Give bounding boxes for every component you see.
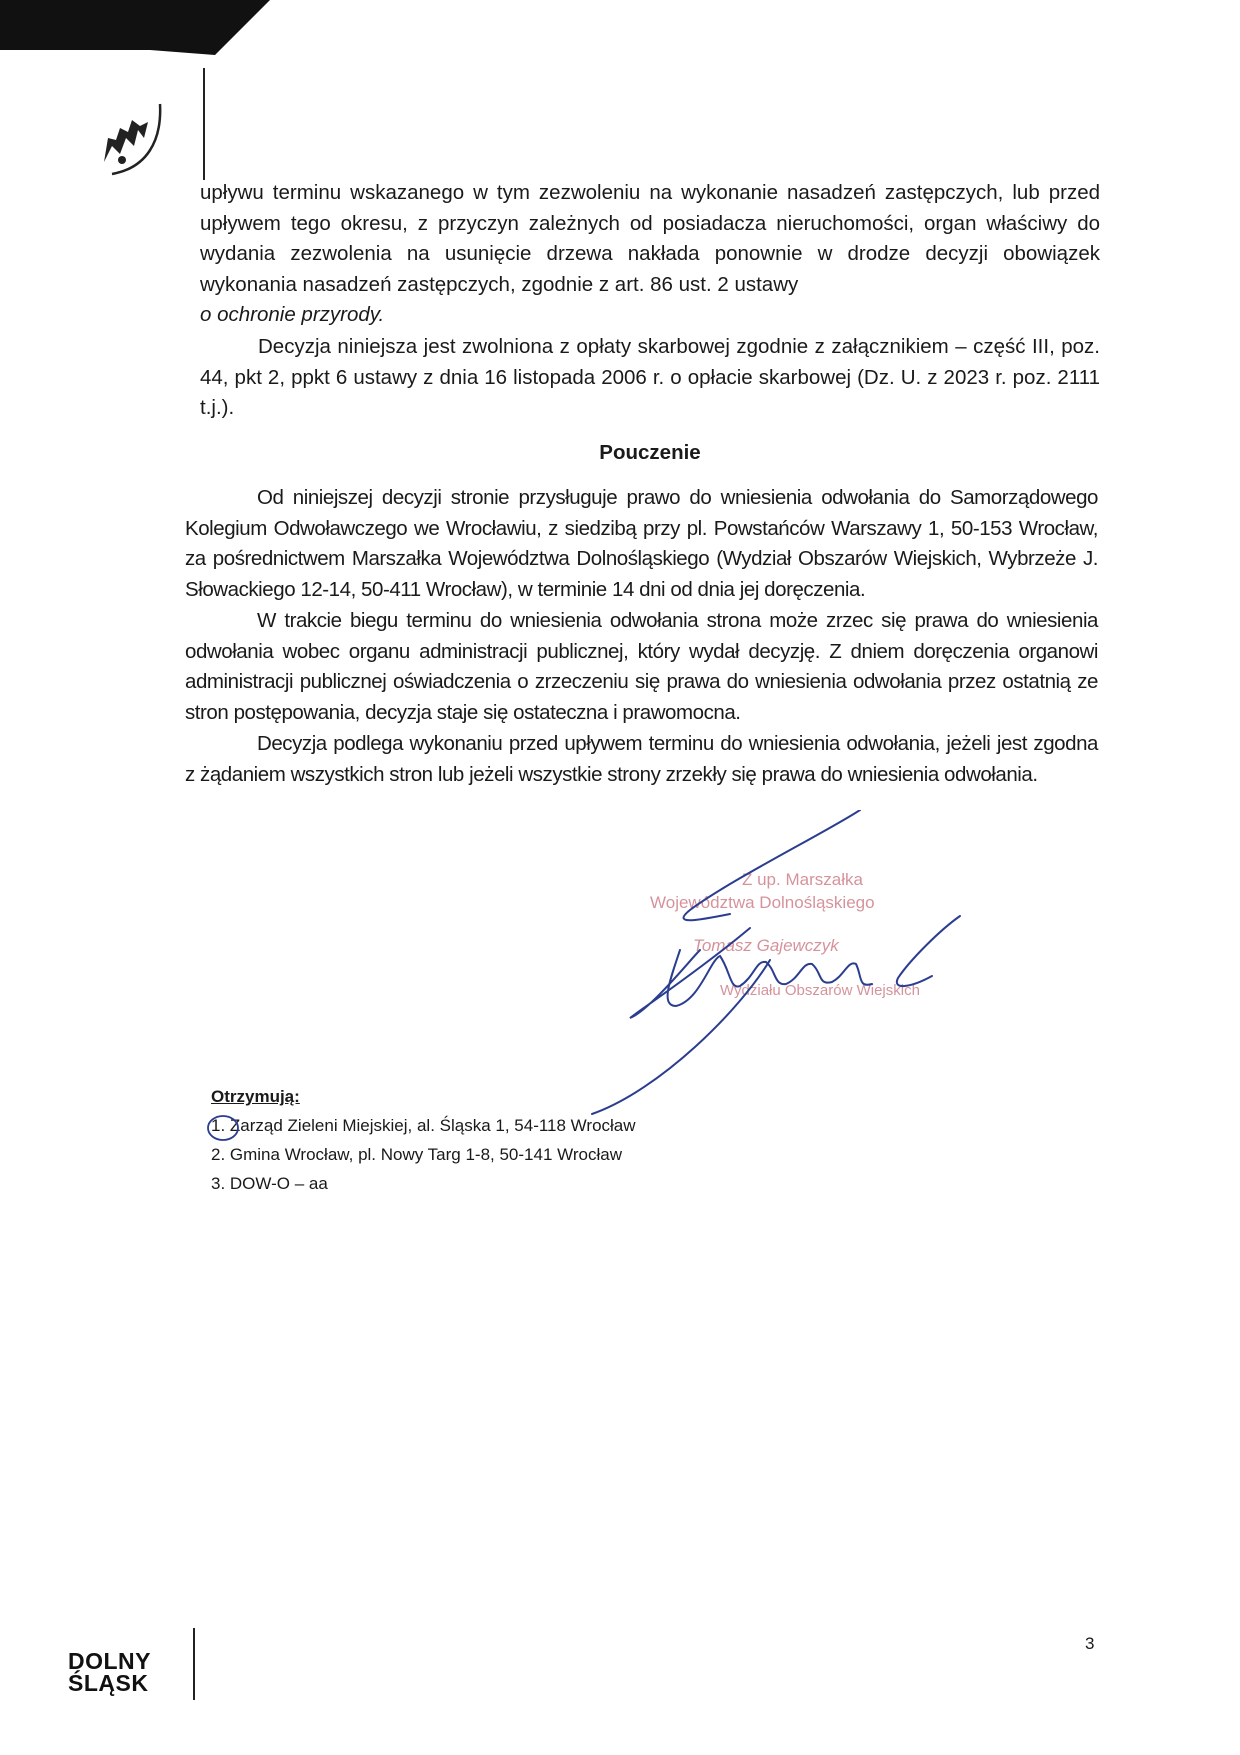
scan-corner-shadow [0, 0, 270, 62]
logo-divider [193, 1628, 195, 1700]
margin-rule [203, 68, 205, 180]
instruction-paragraph-appeal: Od niniejszej decyzji stronie przysługuje prawo do wniesienia odwołania do Samorządowego Kolegium Odwoławczego we Wrocławiu, z siedzibą przy pl. Powstańców Warszawy 1, 50-153 Wrocław, za pośrednictwem Marszałka Województwa Dolnośląskiego (Wydział Obszarów Wiejskich, Wybrzeże J. Słowackiego 12-14, 50-411 Wrocław), w terminie 14 dni od dnia jej doręczenia. [185, 486, 1098, 601]
logo-line: DOLNY [68, 1648, 151, 1674]
stamp-line: Województwa Dolnośląskiego [650, 893, 875, 912]
paragraph-replacement-planting [200, 178, 1100, 331]
section-heading-pouczenie: Pouczenie [599, 441, 701, 464]
instruction-paragraph-execution: Decyzja podlega wykonaniu przed upływem terminu do wniesienia odwołania, jeżeli jest zgodna z żądaniem wszystkich stron lub jeżeli wszystkie strony zrzekły się prawa do wniesienia odwołania. [185, 732, 1098, 786]
stamp-line: Tomasz Gajewczyk [693, 936, 839, 955]
recipients-list [211, 1082, 636, 1198]
page-number: 3 [1085, 1634, 1095, 1653]
paragraph-text: upływu terminu wskazanego w tym zezwoleniu na wykonanie nasadzeń zastępczych, lub przed upływem tego okresu, z przyczyn zależnych od posiadacza nieruchomości, organ właściwy do wydania zezwolenia na usunięcie drzewa nakłada ponownie w drodze decyzji obowiązek wykonania nasadzeń zastępczych, zgodnie z art. 86 ust. 2 ustawy [200, 181, 1100, 296]
dolny-slask-logo [68, 1650, 151, 1694]
handwritten-signature [580, 810, 1000, 1120]
recipient-item: 2. Gmina Wrocław, pl. Nowy Targ 1-8, 50-141 Wrocław [211, 1145, 622, 1164]
crest-icon [98, 102, 162, 178]
instruction-paragraph-waiver: W trakcie biegu terminu do wniesienia odwołania strona może zrzec się prawa do wniesienia odwołania wobec organu administracji publicznej, który wydał decyzję. Z dniem doręczenia organowi administracji publicznej oświadczenia o zrzeczeniu się prawa do wniesienia odwołania przez ostatnią ze stron postępowania, decyzja staje się ostateczna i prawomocna. [185, 609, 1098, 724]
recipient-item: 1. Zarząd Zieleni Miejskiej, al. Śląska 1, 54-118 Wrocław [211, 1116, 636, 1135]
law-title-italic: o ochronie przyrody. [200, 303, 385, 326]
handwritten-circle-mark [205, 1112, 241, 1144]
recipient-item: 3. DOW-O – aa [211, 1174, 328, 1193]
stamp-line: Z up. Marszałka [742, 870, 863, 889]
logo-line: ŚLĄSK [68, 1670, 149, 1696]
paragraph-stamp-duty: Decyzja niniejsza jest zwolniona z opłaty skarbowej zgodnie z załącznikiem – część III, poz. 44, pkt 2, ppkt 6 ustawy z dnia 16 listopada 2006 r. o opłacie skarbowej (Dz. U. z 2023 r. poz. 2111 t.j.). [200, 335, 1100, 419]
stamp-line: Wydziału Obszarów Wiejskich [720, 982, 920, 999]
recipients-heading: Otrzymują: [211, 1087, 300, 1106]
